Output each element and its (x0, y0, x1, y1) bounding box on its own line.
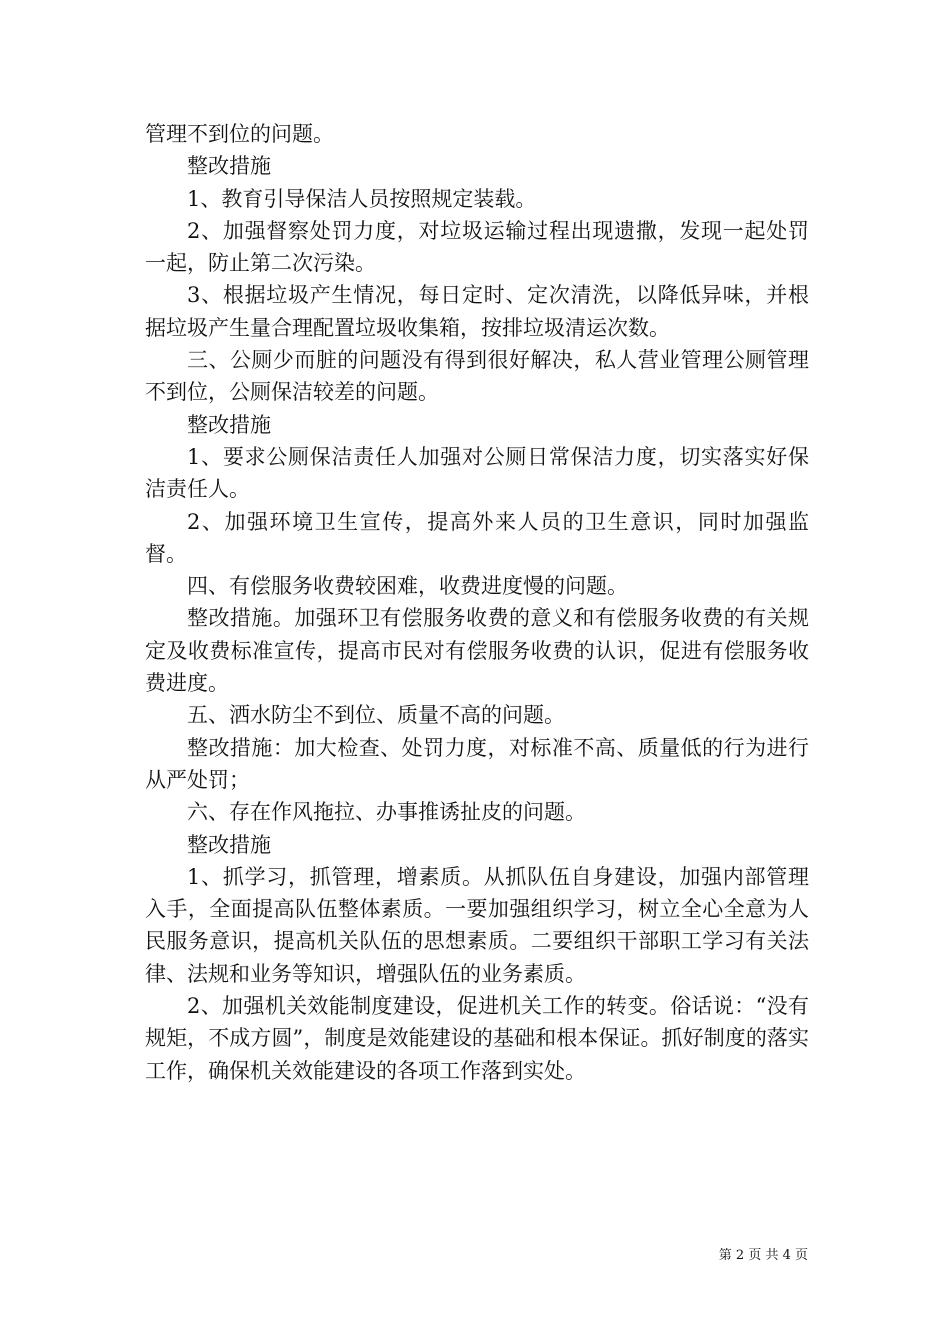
paragraph: 1、教育引导保洁人员按照规定装载。 (187, 186, 537, 211)
paragraph: 2、加强环境卫生宣传，提高外来人员的卫生意识，同时加强监督。 (145, 509, 809, 566)
paragraph-section-heading: 六、存在作风拖拉、办事推诱扯皮的问题。 (187, 800, 586, 825)
paragraph: 2、加强机关效能制度建设，促进机关工作的转变。俗话说：“没有规矩，不成方圆”，制度是效能建设的基础和根本保证。抓好制度的落实工作，确保机关效能建设的各项工作落到实处。 (145, 994, 809, 1083)
paragraph: 整改措施：加大检查、处罚力度，对标准不高、质量低的行为进行从严处罚； (145, 735, 809, 792)
paragraph-section-heading: 五、洒水防尘不到位、质量不高的问题。 (187, 703, 565, 728)
paragraph: 1、要求公厕保洁责任人加强对公厕日常保洁力度，切实落实好保洁责任人。 (145, 444, 809, 502)
paragraph-section-heading: 四、有偿服务收费较困难，收费进度慢的问题。 (187, 574, 628, 599)
paragraph-heading-measures: 整改措施 (187, 154, 271, 179)
paragraph: 整改措施。加强环卫有偿服务收费的意义和有偿服务收费的有关规定及收费标准宣传，提高市民对有偿服务收费的认识，促进有偿服务收费进度。 (145, 606, 809, 696)
paragraph: 3、根据垃圾产生情况，每日定时、定次清洗，以降低异味，并根据垃圾产生量合理配置垃圾收集箱，按排垃圾清运次数。 (145, 283, 809, 340)
paragraph: 1、抓学习，抓管理，增素质。从抓队伍自身建设，加强内部管理入手，全面提高队伍整体素质。一要加强组织学习，树立全心全意为人民服务意识，提高机关队伍的思想素质。二要组织干部职工学习有关法律、法规和业务等知识，增强队伍的业务素质。 (145, 864, 809, 986)
paragraph: 2、加强督察处罚力度，对垃圾运输过程出现遗撒，发现一起处罚一起，防止第二次污染。 (145, 218, 809, 276)
paragraph-heading-measures: 整改措施 (187, 412, 271, 437)
paragraph-continuation: 管理不到位的问题。 (145, 122, 334, 146)
page-number-footer: 第 2 页 共 4 页 (718, 1248, 808, 1263)
document-body (145, 118, 809, 1087)
paragraph-heading-measures: 整改措施 (187, 832, 271, 857)
paragraph-section-heading: 三、公厕少而脏的问题没有得到很好解决，私人营业管理公厕管理不到位，公厕保洁较差的问题。 (145, 348, 809, 405)
